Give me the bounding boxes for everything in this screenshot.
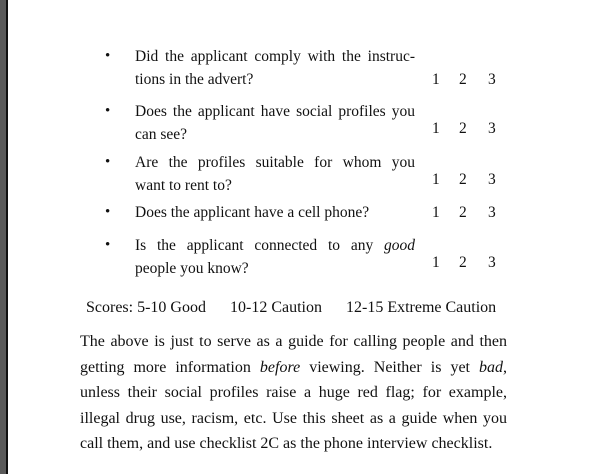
question-text bbox=[135, 234, 415, 280]
score-option-2[interactable]: 2 bbox=[459, 204, 467, 221]
question-line: Did the applicant comply with the instruc- bbox=[135, 48, 415, 65]
page-edge bbox=[6, 0, 8, 474]
score-option-3[interactable]: 3 bbox=[488, 120, 496, 137]
score-option-3[interactable]: 3 bbox=[488, 204, 496, 221]
question-line: can see? bbox=[135, 126, 188, 143]
score-option-2[interactable]: 2 bbox=[459, 254, 467, 271]
paragraph-text: The above is just to serve as a guide for calling people and then getting more information bbox=[80, 333, 507, 376]
score-option-1[interactable]: 1 bbox=[432, 120, 440, 137]
emphasis-bad: bad bbox=[479, 358, 503, 376]
emphasis-good: good bbox=[384, 237, 415, 254]
scores-legend bbox=[86, 299, 496, 317]
question-line: Are the profiles suitable for whom you bbox=[135, 154, 415, 171]
score-option-3[interactable]: 3 bbox=[488, 254, 496, 271]
paragraph-text: , unless their social profiles raise a huge red flag; for example, illegal drug use, racism, etc. Use this sheet as a guide when you call them, and use checklist 2C as the phone interview checklist. bbox=[80, 358, 507, 452]
score-option-1[interactable]: 1 bbox=[432, 171, 440, 188]
bullet-icon: • bbox=[105, 204, 111, 220]
score-option-2[interactable]: 2 bbox=[459, 71, 467, 88]
score-option-1[interactable]: 1 bbox=[432, 204, 440, 221]
question-line-text: Is the applicant connected to any bbox=[135, 237, 384, 254]
question-text bbox=[135, 100, 415, 146]
score-range-caution: 10-12 Caution bbox=[229, 299, 322, 316]
question-text: Does the applicant have a cell phone? bbox=[135, 204, 370, 221]
question-line: people you know? bbox=[135, 260, 249, 277]
question-line bbox=[135, 234, 415, 257]
question-text bbox=[135, 45, 415, 91]
score-option-1[interactable]: 1 bbox=[432, 71, 440, 88]
score-option-2[interactable]: 2 bbox=[459, 171, 467, 188]
score-option-3[interactable]: 3 bbox=[488, 71, 496, 88]
score-option-3[interactable]: 3 bbox=[488, 171, 496, 188]
score-range-good: Scores: 5-10 Good bbox=[86, 299, 206, 316]
bullet-icon: • bbox=[105, 237, 111, 253]
question-line: tions in the advert? bbox=[135, 71, 254, 88]
question-line: Does the applicant have social profiles you bbox=[135, 103, 415, 120]
score-range-extreme: 12-15 Extreme Caution bbox=[345, 299, 497, 316]
emphasis-before: before bbox=[259, 358, 301, 376]
question-text bbox=[135, 151, 415, 197]
score-option-1[interactable]: 1 bbox=[432, 254, 440, 271]
question-line: want to rent to? bbox=[135, 177, 232, 194]
guide-paragraph bbox=[80, 329, 507, 457]
paragraph-text: viewing. Neither is yet bbox=[300, 358, 479, 376]
bullet-icon: • bbox=[105, 103, 111, 119]
bullet-icon: • bbox=[105, 154, 111, 170]
score-option-2[interactable]: 2 bbox=[459, 120, 467, 137]
bullet-icon: • bbox=[105, 48, 111, 64]
